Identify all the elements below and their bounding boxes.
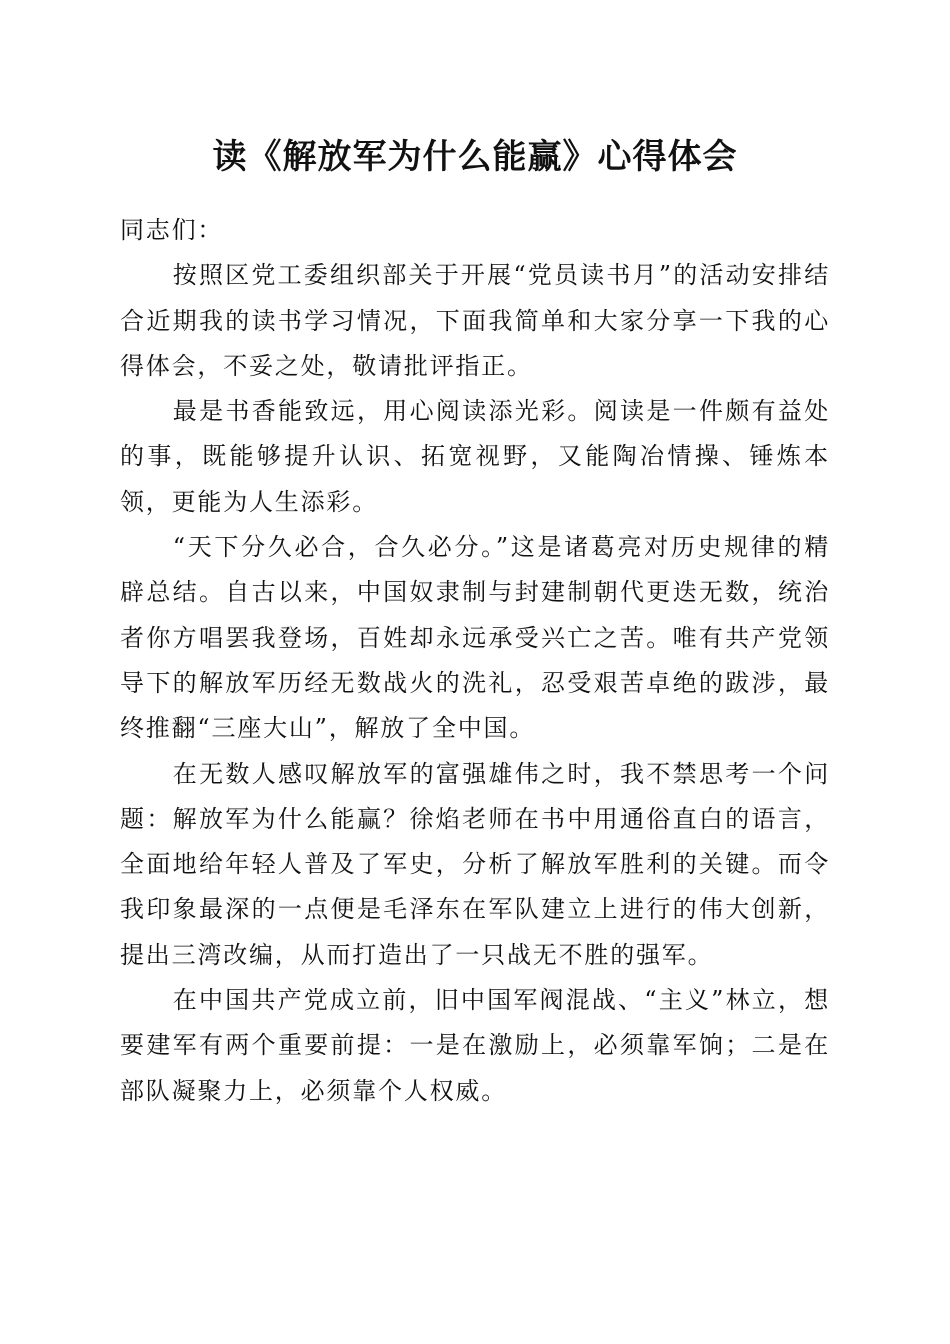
paragraph: 在无数人感叹解放军的富强雄伟之时，我不禁思考一个问题：解放军为什么能赢？徐焰老师在书中用通俗直白的语言，全面地给年轻人普及了军史，分析了解放军胜利的关键。而令我印象最深的一点便是毛泽东在军队建立上进行的伟大创新，提出三湾改编，从而打造出了一只战无不胜的强军。 — [120, 759, 830, 969]
document-body — [120, 208, 830, 1114]
document-title: 读《解放军为什么能赢》心得体会 — [212, 137, 738, 177]
paragraph: 在中国共产党成立前，旧中国军阀混战、“主义”林立，想要建军有两个重要前提：一是在激励上，必须靠军饷；二是在部队凝聚力上，必须靠个人权威。 — [120, 986, 830, 1105]
paragraph: 最是书香能致远，用心阅读添光彩。阅读是一件颇有益处的事，既能够提升认识、拓宽视野，又能陶冶情操、锤炼本领，更能为人生添彩。 — [120, 397, 830, 516]
salutation: 同志们： — [120, 216, 224, 244]
paragraph: 按照区党工委组织部关于开展“党员读书月”的活动安排结合近期我的读书学习情况，下面我简单和大家分享一下我的心得体会，不妥之处，敬请批评指正。 — [120, 261, 830, 380]
paragraph: “天下分久必合，合久必分。”这是诸葛亮对历史规律的精辟总结。自古以来，中国奴隶制与封建制朝代更迭无数，统治者你方唱罢我登场，百姓却永远承受兴亡之苦。唯有共产党领导下的解放军历经无数战火的洗礼，忍受艰苦卓绝的跋涉，最终推翻“三座大山”，解放了全中国。 — [120, 533, 830, 743]
